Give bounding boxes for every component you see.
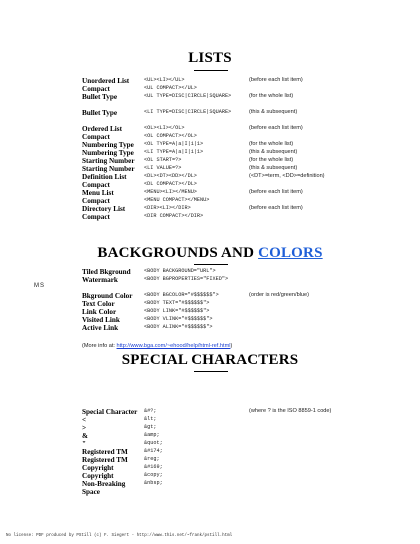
- table-row: [0, 432, 420, 440]
- row-code: <BODY LINK="#$$$$$$">: [144, 308, 210, 314]
- row-label: Compact: [82, 213, 110, 221]
- row-label: Active Link: [82, 324, 119, 332]
- row-note: (for the whole list): [249, 157, 294, 163]
- row-label: Menu List: [82, 189, 114, 197]
- row-label: ": [82, 440, 86, 448]
- row-code: <OL TYPE=A|a|I|i|1>: [144, 141, 204, 147]
- backgrounds-heading: [0, 245, 420, 262]
- special-underline: [194, 371, 228, 372]
- row-code: <BODY TEXT="#$$$$$$">: [144, 300, 210, 306]
- row-code: <BODY ALINK="#$$$$$$">: [144, 324, 213, 330]
- row-code: &#174;: [144, 448, 163, 454]
- table-row: [0, 448, 420, 456]
- table-row: [0, 440, 420, 448]
- row-code: <OL><LI></OL>: [144, 125, 185, 131]
- table-row: [0, 157, 420, 165]
- table-row: [0, 165, 420, 173]
- row-code: <UL><LI></UL>: [144, 77, 185, 83]
- row-code: &copy;: [144, 472, 163, 478]
- row-label: Starting Number: [82, 157, 135, 165]
- table-row: [0, 181, 420, 189]
- row-code: <DIR><LI></DIR>: [144, 205, 191, 211]
- lists-underline: [194, 70, 228, 71]
- row-code: <DL><DT><DD></DL>: [144, 173, 197, 179]
- row-label: &: [82, 432, 88, 440]
- table-row: [0, 149, 420, 157]
- row-label: Starting Number: [82, 165, 135, 173]
- table-row: [0, 292, 420, 300]
- row-code: <DL COMPACT></DL>: [144, 181, 197, 187]
- table-row: [0, 205, 420, 213]
- colors-link[interactable]: COLORS: [258, 245, 323, 261]
- row-code: &reg;: [144, 456, 160, 462]
- footer-text: No license: PDF produced by PStill (c) F. Siegert - http://www.this.net/~frank/pstill.html: [6, 534, 233, 538]
- table-row: [0, 472, 420, 480]
- table-row: [0, 109, 420, 125]
- table-row: [0, 173, 420, 181]
- row-label: Watermark: [82, 276, 118, 284]
- row-note: (where ? is the ISO 8859-1 code): [249, 408, 332, 414]
- row-label: Text Color: [82, 300, 115, 308]
- row-label: Numbering Type: [82, 149, 134, 157]
- backgrounds-underline: [194, 264, 228, 265]
- row-label: Tiled Bkground: [82, 268, 131, 276]
- row-label: Ordered List: [82, 125, 122, 133]
- table-row: [0, 268, 420, 276]
- row-label: Copyright: [82, 472, 114, 480]
- row-label: Registered TM: [82, 456, 128, 464]
- row-note: (this & subsequent): [249, 165, 298, 171]
- more-info-suffix: ): [230, 343, 233, 349]
- table-row: [0, 324, 420, 332]
- row-label: Compact: [82, 133, 110, 141]
- table-row: [0, 316, 420, 324]
- row-code: &amp;: [144, 432, 160, 438]
- row-code: <BODY BGCOLOR="#$$$$$$">: [144, 292, 219, 298]
- row-label: >: [82, 424, 87, 432]
- row-code: <MENU><LI></MENU>: [144, 189, 197, 195]
- ms-marker: MS: [34, 283, 45, 289]
- backgrounds-table: [0, 268, 420, 332]
- row-code: <UL TYPE=DISC|CIRCLE|SQUARE>: [144, 93, 232, 99]
- row-label: Copyright: [82, 464, 114, 472]
- table-row: [0, 300, 420, 308]
- row-code: &gt;: [144, 424, 157, 430]
- row-label: <: [82, 416, 87, 424]
- special-heading: SPECIAL CHARACTERS: [121, 352, 299, 368]
- row-note: (for the whole list): [249, 93, 294, 99]
- more-info-link[interactable]: http://www.bga.com/~ehood/help/html-ref.html: [116, 343, 231, 349]
- row-label: Registered TM: [82, 448, 128, 456]
- row-code: <LI VALUE=?>: [144, 165, 182, 171]
- table-row: [0, 133, 420, 141]
- table-row: [0, 213, 420, 221]
- row-note: (<DT>=term, <DD>=definition): [249, 173, 325, 179]
- row-label: Compact: [82, 85, 110, 93]
- row-code: &#169;: [144, 464, 163, 470]
- row-note: (order is red/green/blue): [249, 292, 310, 298]
- row-label: Numbering Type: [82, 141, 134, 149]
- lists-heading: LISTS: [188, 50, 232, 66]
- table-row: [0, 85, 420, 93]
- table-row: [0, 276, 420, 292]
- row-note: (for the whole list): [249, 141, 294, 147]
- row-code: <BODY BGPROPERTIES="FIXED">: [144, 276, 229, 282]
- lists-table: [0, 77, 420, 221]
- row-label: Visited Link: [82, 316, 120, 324]
- row-label: Bkground Color: [82, 292, 133, 300]
- row-note: (before each list item): [249, 205, 303, 211]
- row-label: Non-Breaking Space: [82, 480, 126, 496]
- more-info-prefix: (More info at:: [82, 343, 117, 349]
- row-code: &nbsp;: [144, 480, 163, 486]
- table-row: [0, 197, 420, 205]
- table-row: [0, 93, 420, 109]
- table-row: [0, 189, 420, 197]
- table-row: [0, 456, 420, 464]
- row-label: Bullet Type: [82, 93, 118, 101]
- backgrounds-heading-text: BACKGROUNDS AND: [97, 245, 259, 261]
- table-row: [0, 77, 420, 85]
- row-code: <BODY BACKGROUND="URL">: [144, 268, 216, 274]
- row-label: Directory List: [82, 205, 126, 213]
- row-label: Unordered List: [82, 77, 130, 85]
- row-code: <MENU COMPACT></MENU>: [144, 197, 210, 203]
- row-code: &quot;: [144, 440, 163, 446]
- row-code: <BODY VLINK="#$$$$$$">: [144, 316, 213, 322]
- table-row: [0, 480, 420, 496]
- row-note: (this & subsequent): [249, 109, 298, 115]
- table-row: [0, 408, 420, 416]
- more-info: [82, 343, 232, 349]
- special-table: [0, 408, 420, 496]
- table-row: [0, 141, 420, 149]
- row-note: (before each list item): [249, 189, 303, 195]
- row-note: (before each list item): [249, 77, 303, 83]
- row-code: <UL COMPACT></UL>: [144, 85, 197, 91]
- row-code: <OL COMPACT></OL>: [144, 133, 197, 139]
- row-code: <OL START=?>: [144, 157, 182, 163]
- row-code: <DIR COMPACT></DIR>: [144, 213, 204, 219]
- row-code: &#?;: [144, 408, 157, 414]
- row-label: Bullet Type: [82, 109, 118, 117]
- row-note: (this & subsequent): [249, 149, 298, 155]
- table-row: [0, 125, 420, 133]
- row-code: <LI TYPE=A|a|I|i|1>: [144, 149, 204, 155]
- row-label: Definition List: [82, 173, 127, 181]
- table-row: [0, 464, 420, 472]
- row-label: Special Character: [82, 408, 138, 416]
- table-row: [0, 416, 420, 424]
- table-row: [0, 424, 420, 432]
- row-label: Compact: [82, 181, 110, 189]
- row-label: Link Color: [82, 308, 117, 316]
- row-note: (before each list item): [249, 125, 303, 131]
- row-label: Compact: [82, 197, 110, 205]
- table-row: [0, 308, 420, 316]
- row-code: &lt;: [144, 416, 157, 422]
- row-code: <LI TYPE=DISC|CIRCLE|SQUARE>: [144, 109, 232, 115]
